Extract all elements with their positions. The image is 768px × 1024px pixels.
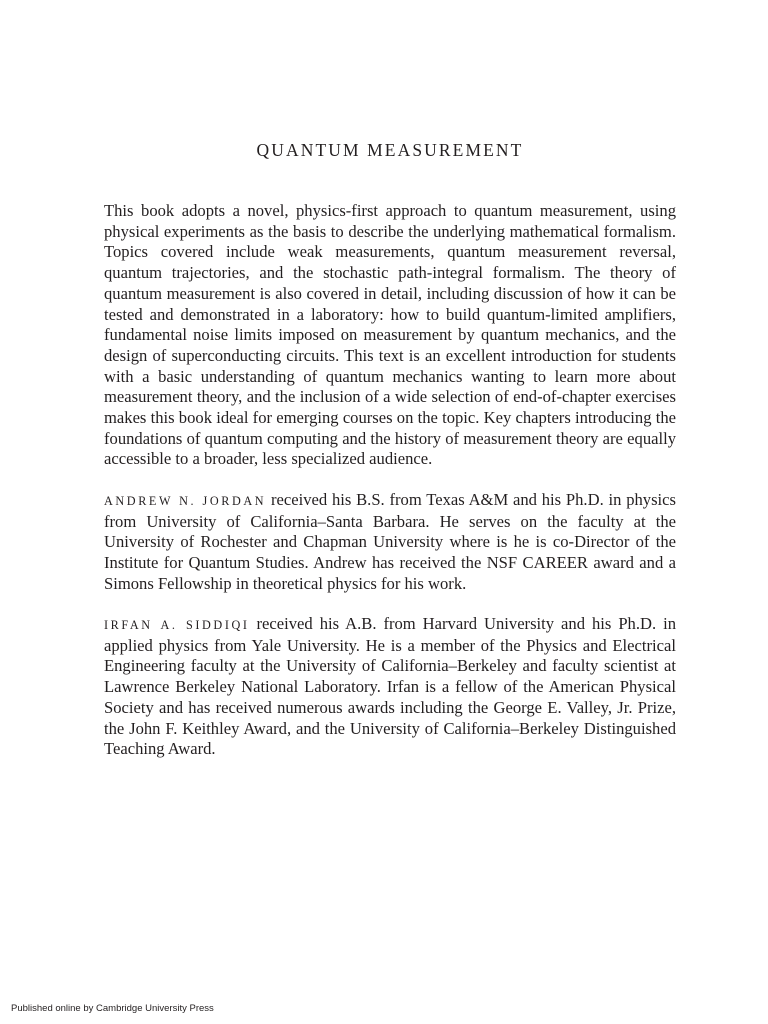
author-name-siddiqi: IRFAN A. SIDDIQI: [104, 618, 250, 632]
author-bio-text-jordan: received his B.S. from Texas A&M and his Ph.D. in physics from University of California–Santa Barbara. He serves on the faculty at the University of Rochester and Chapman University where is he is co-Director of the Institute for Quantum Studies. Andrew has received the NSF CAREER award and a Simons Fellowship in theoretical physics for his work.: [104, 490, 676, 593]
book-description: This book adopts a novel, physics-first approach to quantum measurement, using physical experiments as the basis to describe the underlying mathematical formalism. Topics covered include weak measurements, quantum measurement reversal, quantum trajectories, and the stochastic path-integral formalism. The theory of quantum measurement is also covered in detail, including discussion of how it can be tested and demonstrated in a laboratory: how to build quantum-limited amplifiers, fundamental noise limits imposed on measurement by quantum mechanics, and the design of superconducting circuits. This text is an excellent introduction for students with a basic understanding of quantum mechanics wanting to learn more about measurement theory, and the inclusion of a wide selection of end-of-chapter exercises makes this book ideal for emerging courses on the topic. Key chapters introducing the foundations of quantum computing and the history of measurement theory are equally accessible to a broader, less specialized audience.: [104, 201, 676, 469]
author-bio-jordan: [104, 490, 676, 595]
publisher-note: Published online by Cambridge University Press: [11, 1003, 214, 1014]
author-bio-text-siddiqi: received his A.B. from Harvard University and his Ph.D. in applied physics from Yale University. He is a member of the Physics and Electrical Engineering faculty at the University of California–Berkeley and faculty scientist at Lawrence Berkeley National Laboratory. Irfan is a fellow of the American Physical Society and has received numerous awards including the George E. Valley, Jr. Prize, the John F. Keithley Award, and the University of California–Berkeley Distinguished Teaching Award.: [104, 614, 677, 759]
author-bio-siddiqi: [104, 614, 676, 760]
book-title: QUANTUM MEASUREMENT: [256, 140, 524, 160]
author-name-jordan: ANDREW N. JORDAN: [104, 494, 267, 508]
